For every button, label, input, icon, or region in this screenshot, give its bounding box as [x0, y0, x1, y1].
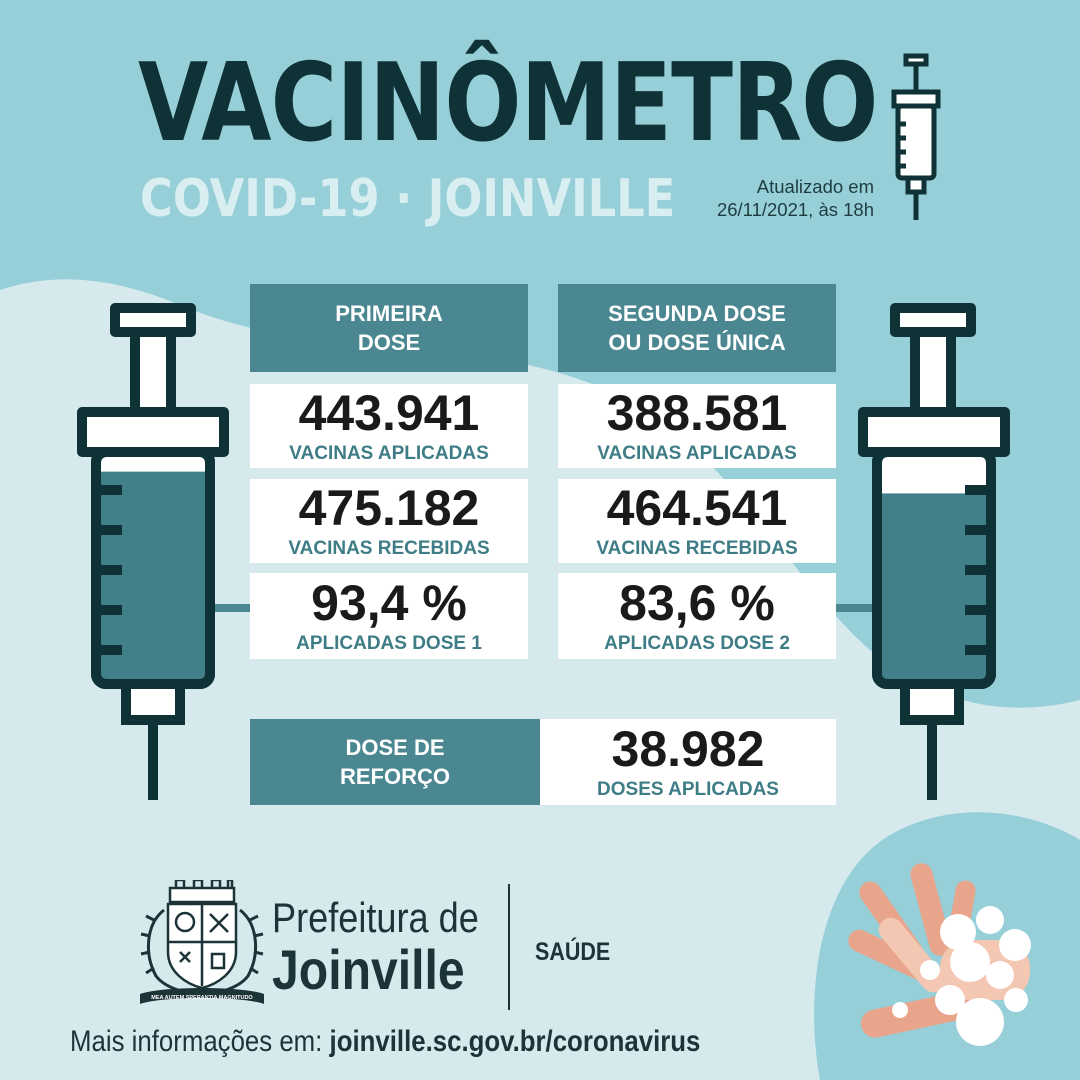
department-label: SAÚDE [535, 938, 611, 966]
second-dose-received-value: 464.541 [606, 480, 788, 536]
update-label: Atualizado em [756, 176, 874, 197]
booster-value: 38.982 [611, 721, 765, 777]
first-dose-applied-value: 443.941 [298, 385, 480, 441]
page-subtitle: COVID-19 · JOINVILLE [140, 169, 676, 229]
syringe-right [853, 300, 1023, 810]
first-dose-received-label: VACINAS RECEBIDAS [288, 538, 490, 559]
second-dose-percent-card [558, 573, 836, 659]
second-dose-applied-label: VACINAS APLICADAS [597, 443, 797, 464]
second-dose-applied-value: 388.581 [606, 385, 788, 441]
second-dose-header-line2: OU DOSE ÚNICA [608, 330, 786, 355]
first-dose-percent-label: APLICADAS DOSE 1 [296, 633, 482, 654]
first-dose-applied-card [250, 384, 528, 468]
booster-header [250, 719, 540, 805]
first-dose-percent-card [250, 573, 528, 659]
logo-joinville: Joinville [272, 938, 465, 1001]
footer-info [70, 1024, 700, 1060]
syringe-left [70, 300, 240, 810]
booster-card [540, 719, 836, 805]
crest-motto: MEA AUTEM SPERANTIA MAGNITUDO [151, 995, 253, 1001]
second-dose-percent-value: 83,6 % [619, 575, 775, 631]
second-dose-applied-card [558, 384, 836, 468]
hands-washing [840, 850, 1040, 1050]
first-dose-header [250, 284, 528, 372]
update-timestamp [650, 175, 874, 221]
first-dose-header-line2: DOSE [357, 330, 421, 355]
first-dose-received-value: 475.182 [298, 480, 480, 536]
first-dose-received-card [250, 479, 528, 563]
page-title: VACINÔMETRO [138, 41, 878, 166]
second-dose-received-card [558, 479, 836, 563]
syringe-icon [888, 52, 944, 224]
booster-label: DOSES APLICADAS [597, 779, 779, 800]
footer-link[interactable]: joinville.sc.gov.br/coronavirus [329, 1025, 701, 1058]
booster-header-line2: REFORÇO [340, 764, 450, 789]
logo-prefeitura: Prefeitura de [272, 894, 479, 941]
second-dose-header-line1: SEGUNDA DOSE [608, 301, 786, 326]
second-dose-received-label: VACINAS RECEBIDAS [596, 538, 798, 559]
update-date: 26/11/2021, às 18h [716, 199, 874, 220]
first-dose-header-line1: PRIMEIRA [335, 301, 443, 326]
booster-header-line1: DOSE DE [345, 735, 445, 760]
first-dose-percent-value: 93,4 % [311, 575, 467, 631]
city-crest [132, 880, 272, 1008]
second-dose-header [558, 284, 836, 372]
logo-divider [508, 884, 510, 1010]
first-dose-applied-label: VACINAS APLICADAS [289, 443, 489, 464]
second-dose-percent-label: APLICADAS DOSE 2 [604, 633, 790, 654]
footer-prefix: Mais informações em: [70, 1025, 323, 1058]
